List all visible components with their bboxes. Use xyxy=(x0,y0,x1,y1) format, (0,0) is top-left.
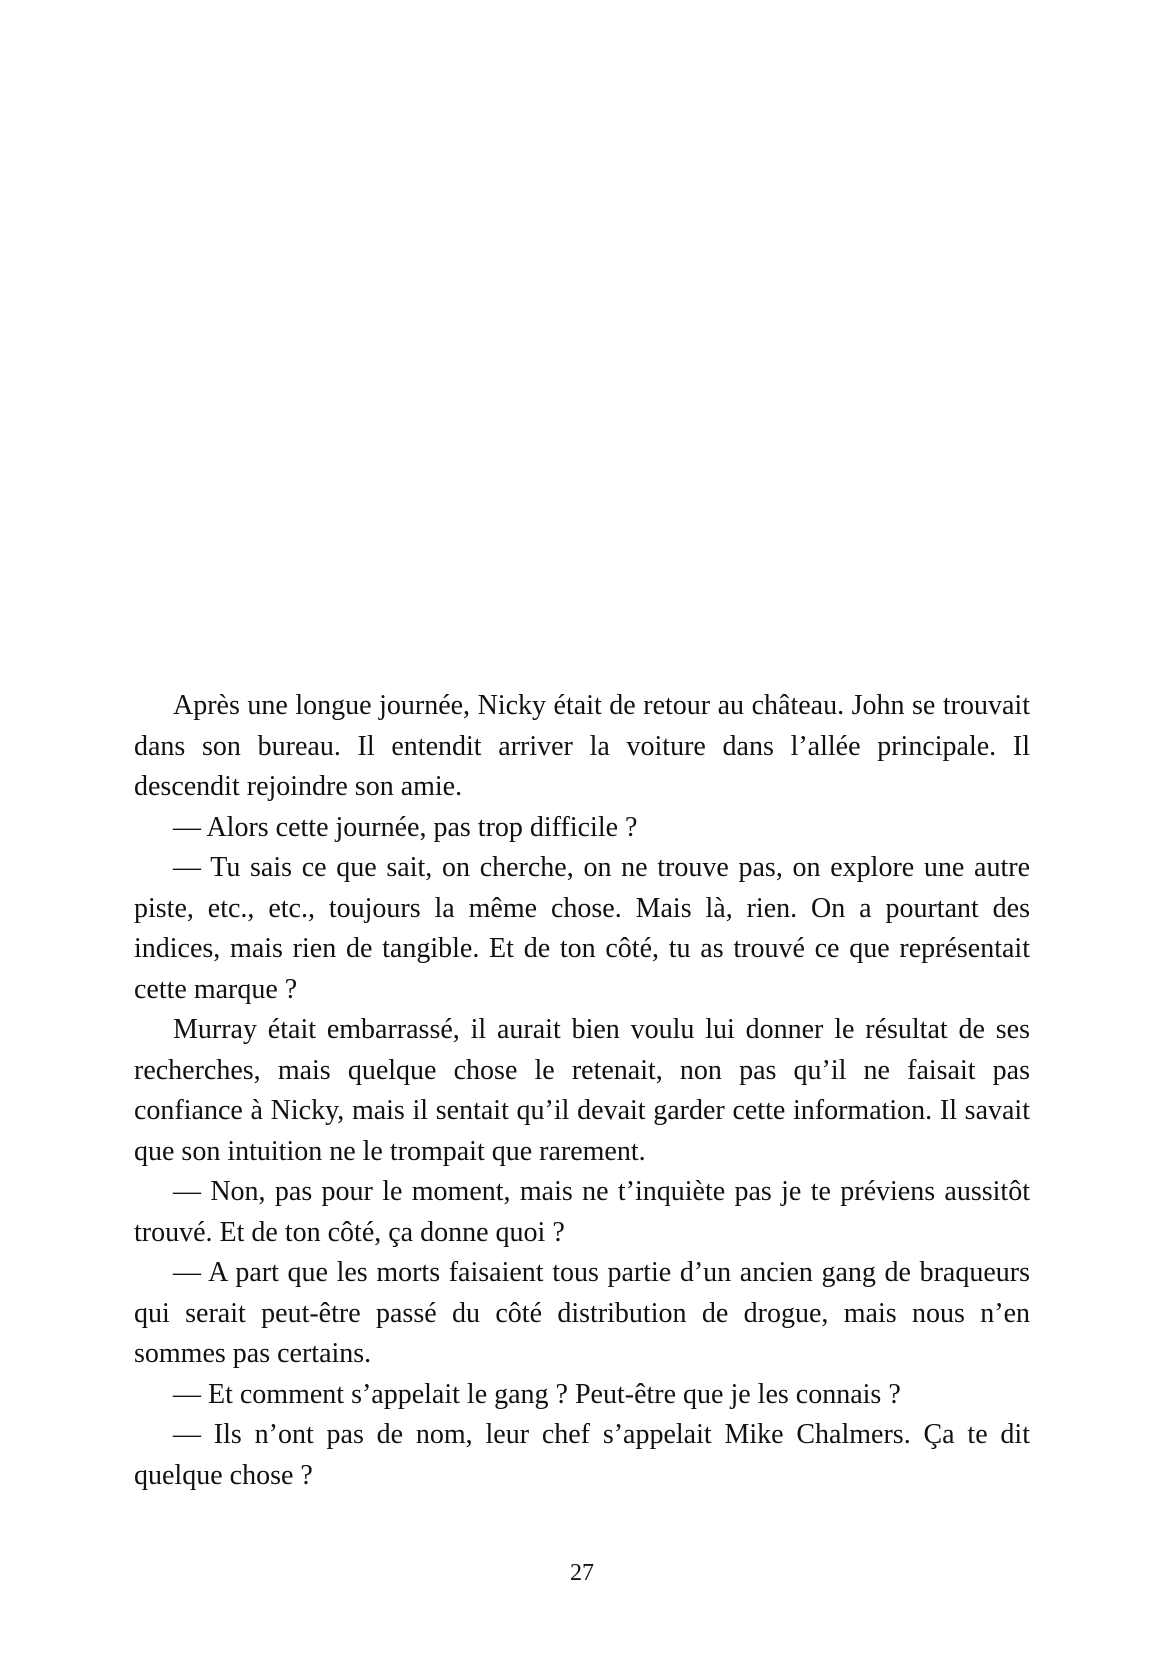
paragraph-2: — Alors cette journée, pas trop difficile ? xyxy=(173,811,638,843)
page-number: 27 xyxy=(570,1560,594,1586)
paragraph-5: — Non, pas pour le moment, mais ne t’inquiète pas je te préviens aussitôt trouvé. Et de ton côté, ça donne quoi ? xyxy=(134,1176,1030,1248)
paragraph-8: — Ils n’ont pas de nom, leur chef s’appelait Mike Chalmers. Ça te dit quelque chose ? xyxy=(134,1419,1030,1491)
paragraph-6: — A part que les morts faisaient tous partie d’un ancien gang de braqueurs qui serait peut-être passé du côté distribution de drogue, mais nous n’en sommes pas certains. xyxy=(134,1257,1030,1369)
body-text xyxy=(134,686,1030,1496)
paragraph-1: Après une longue journée, Nicky était de retour au château. John se trouvait dans son bureau. Il entendit arriver la voiture dans l’allée principale. Il descendit rejoindre son amie. xyxy=(134,690,1030,802)
paragraph-3: — Tu sais ce que sait, on cherche, on ne trouve pas, on explore une autre piste, etc., etc., toujours la même chose. Mais là, rien. On a pourtant des indices, mais rien de tangible. Et de ton côté, tu as trouvé ce que représentait cette marque ? xyxy=(134,852,1030,1005)
paragraph-7: — Et comment s’appelait le gang ? Peut-être que je les connais ? xyxy=(173,1378,901,1410)
paragraph-4: Murray était embarrassé, il aurait bien voulu lui donner le résultat de ses recherches, mais quelque chose le retenait, non pas qu’il ne faisait pas confiance à Nicky, mais il sentait qu’il devait garder cette information. Il savait que son intuition ne le trompait que rarement. xyxy=(134,1014,1030,1167)
